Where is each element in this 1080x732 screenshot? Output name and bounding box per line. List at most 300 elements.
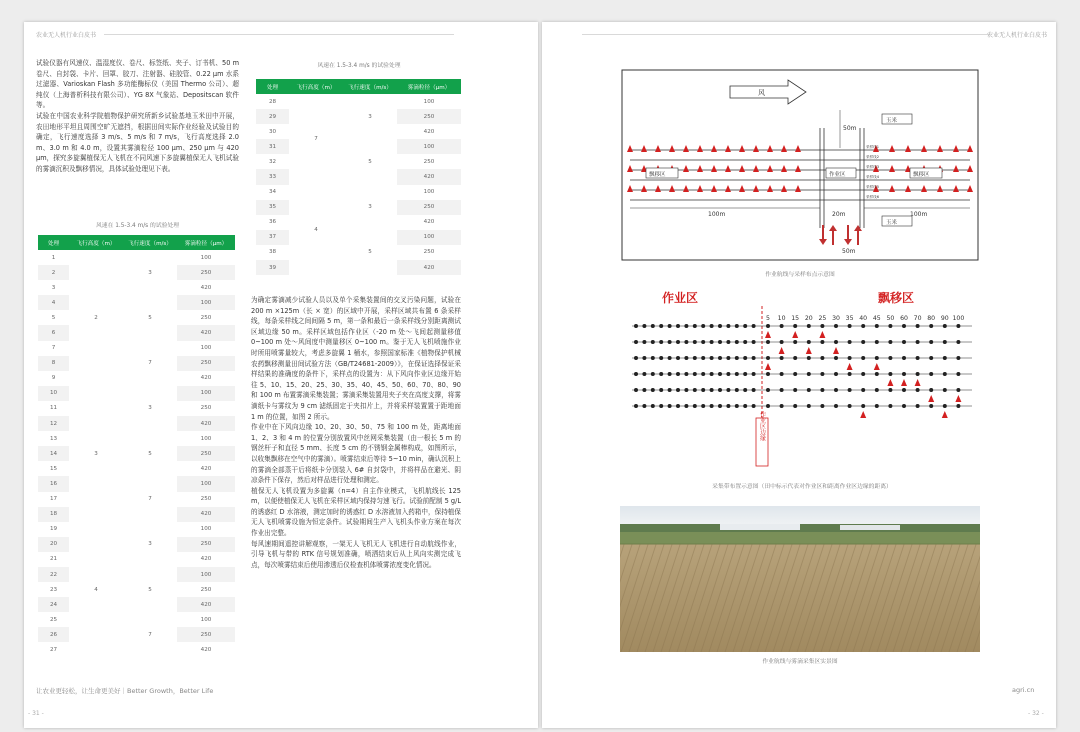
- work-dot: [752, 388, 756, 392]
- droplet-size: 420: [177, 416, 235, 431]
- droplet-size: 100: [200, 526, 212, 533]
- droplet-size: 420: [397, 260, 461, 275]
- footer-slogan: 让农业更轻松，让生命更美好｜Better Growth，Better Life: [36, 687, 214, 695]
- footer-site: agri.cn: [1012, 686, 1035, 694]
- treatment-table-continued: [256, 79, 461, 275]
- sample-dot: [848, 324, 852, 328]
- droplet-size: 420: [200, 556, 212, 563]
- droplet-size: 100: [397, 230, 461, 245]
- treatment-id: 10: [38, 386, 69, 401]
- distance-label: 20: [804, 315, 813, 322]
- sample-dot: [807, 324, 811, 328]
- droplet-size: 420: [200, 375, 212, 382]
- distance-label: 60: [900, 315, 908, 322]
- droplet-size: 100: [397, 139, 461, 154]
- sample-dot: [929, 388, 933, 392]
- sampler-marker: [779, 347, 785, 354]
- sample-dot: [807, 404, 811, 408]
- work-dot: [634, 324, 638, 328]
- flight-height: 4: [69, 522, 123, 658]
- work-dot: [710, 356, 714, 360]
- dim-top: 50m: [843, 125, 857, 132]
- sampler-marker: [887, 379, 893, 386]
- droplet-size: 250: [200, 405, 212, 412]
- table-header: 飞行速度（m/s）: [343, 79, 397, 94]
- sampler-marker: [860, 411, 866, 418]
- sample-dot: [902, 340, 906, 344]
- flight-height: 3: [69, 386, 123, 522]
- treatment-id: 9: [51, 375, 56, 382]
- flight-speed: 5: [343, 230, 397, 275]
- droplet-size: 250: [177, 537, 235, 552]
- droplet-size: 420: [177, 325, 235, 340]
- sampler-marker: [765, 363, 771, 370]
- paragraph: 植保无人飞机设置为多旋翼（n=4）自主作业模式，飞机航线长 125 m，以便使植保无人飞机在采样区域内保持匀速飞行。试验前配制 5 g/L 的诱惑红 D 水溶液，测定加时的诱惑红 D 水溶液加入药箱中，保持植保无人飞机喷雾设施为恒定条件。试验期间生产入飞机头作业方案在每次作业出完整。: [251, 486, 461, 538]
- flight-speed: 7: [123, 476, 177, 521]
- table-row: [38, 341, 235, 356]
- sample-dot: [861, 356, 865, 360]
- flight-speed: 3: [123, 522, 177, 567]
- work-dot: [651, 388, 655, 392]
- sample-dot: [820, 372, 824, 376]
- dim-right: 100m: [910, 211, 928, 218]
- sample-dot: [834, 324, 838, 328]
- sample-dot: [780, 372, 784, 376]
- work-dot: [676, 356, 680, 360]
- work-dot: [743, 404, 747, 408]
- work-dot: [693, 356, 697, 360]
- droplet-size: 420: [423, 219, 435, 226]
- droplet-size: 100: [177, 567, 235, 582]
- work-zone-title: 作业区: [662, 291, 699, 305]
- treatment-id: 39: [256, 260, 289, 275]
- sample-dot: [820, 324, 824, 328]
- sample-dot: [875, 324, 879, 328]
- table-row: [38, 476, 235, 491]
- sampler-marker: [819, 331, 825, 338]
- work-dot: [735, 324, 739, 328]
- distance-label: 40: [859, 315, 868, 322]
- sample-dot: [943, 388, 947, 392]
- work-dot: [752, 324, 756, 328]
- treatment-id: 14: [38, 446, 69, 461]
- sample-dot: [834, 340, 838, 344]
- droplet-size: 250: [397, 200, 461, 215]
- sample-dot: [875, 340, 879, 344]
- flight-speed: 5: [123, 567, 177, 612]
- treatment-id: 23: [49, 586, 58, 593]
- work-dot: [634, 356, 638, 360]
- work-dot: [743, 340, 747, 344]
- work-dot: [710, 388, 714, 392]
- work-dot: [710, 340, 714, 344]
- sampler-marker: [847, 363, 853, 370]
- sample-dot: [861, 388, 865, 392]
- work-dot: [676, 388, 680, 392]
- sample-dot: [902, 372, 906, 376]
- drift-label-2: 飘移区: [913, 172, 930, 178]
- sample-dot: [848, 388, 852, 392]
- work-dot: [693, 388, 697, 392]
- work-dot: [659, 324, 663, 328]
- table-header: 处理: [256, 79, 289, 94]
- flight-height: 4: [289, 185, 343, 276]
- paragraph: 试验在中国农业科学院植物保护研究所新乡试验基地玉米田中开展，农田地形平坦且周围空旷无遮挡，根据田间实际作业经验及试验目的确定，飞行速度选择 3 m/s、5 m/s 和 7 m/s，飞行高度选择 2.0 m、3.0 m 和 4.0 m，设置其雾滴粒径 100 μm、250 μm 与 420 μm，探究多旋翼植保无人飞机在不同风速下多旋翼植保无人飞机试验的雾滴沉积及飘移情况，具体试验处理见下表。: [36, 111, 239, 173]
- treatment-id: 32: [268, 158, 277, 165]
- flight-speed: 3: [343, 94, 397, 139]
- sample-dot: [780, 356, 784, 360]
- work-dot: [710, 324, 714, 328]
- sample-dot: [943, 324, 947, 328]
- paragraph: 每风速期间遥控讲解观察，一架无人飞机无人飞机进行自动航线作业，引导飞机与带的 RTK 信号规划准确，喷洒结束后从上风向实测完成飞点，每次喷雾结束后使用渗透后仪检查机体喷雾浓度变化情况。: [251, 539, 461, 569]
- flight-speed: 5: [343, 139, 397, 184]
- treatment-id: 29: [256, 109, 289, 124]
- work-dot: [693, 340, 697, 344]
- figure-caption: 作业航线与采样布点示意图: [765, 272, 835, 278]
- work-dot: [693, 324, 697, 328]
- work-dot: [651, 372, 655, 376]
- work-dot: [735, 356, 739, 360]
- work-dot: [642, 372, 646, 376]
- work-dot: [701, 404, 705, 408]
- sample-dot: [888, 404, 892, 408]
- sample-dot: [943, 340, 947, 344]
- work-dot: [634, 372, 638, 376]
- dim-left: 100m: [708, 211, 726, 218]
- work-dot: [668, 372, 672, 376]
- treatment-id: 17: [49, 496, 58, 503]
- work-dot: [701, 356, 705, 360]
- table-header: 雾滴粒径（μm）: [177, 235, 235, 250]
- flight-speed: 5: [123, 431, 177, 476]
- treatment-id: 15: [49, 465, 58, 472]
- work-dot: [642, 324, 646, 328]
- work-dot: [634, 404, 638, 408]
- table-row: [38, 431, 235, 446]
- sample-dot: [956, 372, 960, 376]
- treatment-id: 35: [256, 200, 289, 215]
- work-dot: [743, 324, 747, 328]
- treatment-id: 18: [38, 507, 69, 522]
- dim-center: 20m: [832, 211, 846, 218]
- droplet-size: 420: [177, 507, 235, 522]
- sampling-line-label: 采样线1: [866, 145, 880, 149]
- sampler-marker: [833, 347, 839, 354]
- work-dot: [718, 372, 722, 376]
- work-dot: [718, 356, 722, 360]
- work-dot: [651, 340, 655, 344]
- treatment-id: 8: [38, 356, 69, 371]
- sample-dot: [956, 388, 960, 392]
- treatment-id: 3: [51, 284, 56, 291]
- sampling-line-label: 采样线3: [866, 165, 880, 169]
- flight-speed: 3: [123, 386, 177, 431]
- work-dot: [684, 388, 688, 392]
- work-dot: [668, 404, 672, 408]
- sample-dot: [861, 324, 865, 328]
- header-rule: [582, 34, 990, 35]
- droplet-size: 420: [200, 465, 212, 472]
- table-row: [38, 250, 235, 265]
- distance-label: 30: [832, 315, 840, 322]
- table-header: 飞行高度（m）: [289, 79, 343, 94]
- sample-dot: [861, 404, 865, 408]
- sample-dot: [820, 404, 824, 408]
- corn-label-2: 玉米: [886, 220, 898, 226]
- sample-dot: [943, 404, 947, 408]
- droplet-size: 250: [397, 109, 461, 124]
- work-dot: [726, 388, 730, 392]
- treatment-id: 26: [38, 627, 69, 642]
- sample-dot: [848, 404, 852, 408]
- work-dot: [659, 372, 663, 376]
- treatment-id: 19: [49, 526, 58, 533]
- work-dot: [726, 340, 730, 344]
- work-dot: [743, 356, 747, 360]
- corn-label: 玉米: [886, 118, 898, 124]
- distance-label: 100: [952, 315, 965, 322]
- table-header: 雾滴粒径（μm）: [397, 79, 461, 94]
- right-page: [542, 22, 1056, 728]
- work-dot: [693, 404, 697, 408]
- page-number: - 31 -: [28, 710, 44, 717]
- droplet-size: 100: [423, 98, 435, 105]
- sample-dot: [807, 356, 811, 360]
- treatment-id: 11: [49, 405, 58, 412]
- droplet-size: 100: [177, 386, 235, 401]
- work-dot: [668, 324, 672, 328]
- sample-dot: [888, 324, 892, 328]
- flight-height: 7: [289, 94, 343, 185]
- distance-label: 90: [940, 315, 949, 322]
- distance-label: 5: [766, 315, 770, 322]
- sample-dot: [916, 388, 920, 392]
- work-dot: [701, 372, 705, 376]
- sample-dot: [766, 356, 770, 360]
- body-text: [251, 295, 461, 570]
- sampler-marker: [942, 411, 948, 418]
- work-dot: [642, 404, 646, 408]
- flight-speed: 5: [123, 295, 177, 340]
- table-row: [256, 139, 461, 154]
- treatment-id: 34: [268, 189, 277, 196]
- work-dot: [642, 388, 646, 392]
- sampler-marker: [806, 347, 812, 354]
- work-dot: [651, 324, 655, 328]
- sample-dot: [848, 356, 852, 360]
- sampling-line-label: 采样线5: [866, 185, 880, 189]
- sampler-marker: [928, 395, 934, 402]
- sample-dot: [916, 404, 920, 408]
- sample-dot: [807, 388, 811, 392]
- sample-dot: [875, 404, 879, 408]
- droplet-size: 420: [423, 128, 435, 135]
- work-dot: [718, 340, 722, 344]
- treatment-id: 21: [49, 556, 58, 563]
- sample-dot: [943, 372, 947, 376]
- work-dot: [701, 324, 705, 328]
- sample-dot: [766, 340, 770, 344]
- distance-label: 50: [886, 315, 895, 322]
- sample-dot: [929, 404, 933, 408]
- treatment-id: 27: [49, 646, 58, 653]
- work-dot: [634, 340, 638, 344]
- work-dot: [676, 404, 680, 408]
- droplet-size: 420: [200, 284, 212, 291]
- sampler-marker: [792, 331, 798, 338]
- sample-dot: [807, 372, 811, 376]
- sample-dot: [793, 404, 797, 408]
- sample-dot: [766, 388, 770, 392]
- work-dot: [701, 340, 705, 344]
- droplet-size: 100: [423, 189, 435, 196]
- sample-dot: [888, 372, 892, 376]
- sample-dot: [780, 340, 784, 344]
- sample-dot: [916, 340, 920, 344]
- paragraph: 作业中在下风向边缘 10、20、30、50、75 和 100 m 处，距离地面 1、2、3 和 4 m 的位置分别放置风中丝网采集装置（由一根长 5 m 的钢丝杆子和直径 5 mm、长度 5 cm 的不锈钢金属棒构成，如图所示，以收集飘移在空气中的雾滴）。喷雾结束后等待 5~10 min，确认沉积上的雾滴全部蒸干后将纸卡分别装入 6# 自封袋中，并将样品在避光、阴凉条件下保存，然后对样品进行处理和测定。: [251, 423, 461, 485]
- treatment-id: 1: [51, 254, 56, 261]
- work-dot: [726, 324, 730, 328]
- work-dot: [659, 340, 663, 344]
- work-dot: [718, 324, 722, 328]
- work-dot: [659, 356, 663, 360]
- flight-speed: 3: [123, 250, 177, 295]
- sample-dot: [820, 356, 824, 360]
- edge-label: 作业区边缘: [758, 411, 766, 441]
- treatment-id: 28: [268, 98, 277, 105]
- sample-dot: [793, 356, 797, 360]
- distance-label: 35: [845, 315, 854, 322]
- dim-bottom: 50m: [842, 248, 856, 255]
- treatment-id: 25: [49, 616, 58, 623]
- droplet-size: 250: [200, 314, 212, 321]
- treatment-id: 22: [38, 567, 69, 582]
- droplet-size: 420: [177, 597, 235, 612]
- sample-dot: [916, 372, 920, 376]
- work-dot: [735, 404, 739, 408]
- sample-dot: [888, 356, 892, 360]
- work-dot: [718, 388, 722, 392]
- treatment-id: 33: [256, 169, 289, 184]
- droplet-size: 100: [200, 435, 212, 442]
- sample-dot: [834, 372, 838, 376]
- sample-dot: [902, 404, 906, 408]
- sample-dot: [780, 388, 784, 392]
- sample-dot: [916, 324, 920, 328]
- treatment-id: 16: [38, 476, 69, 491]
- droplet-size: 100: [200, 345, 212, 352]
- work-dot: [684, 340, 688, 344]
- table-header: 飞行高度（m）: [69, 235, 123, 250]
- header-rule: [104, 34, 454, 35]
- work-dot: [752, 356, 756, 360]
- sample-dot: [956, 356, 960, 360]
- work-dot: [726, 372, 730, 376]
- sample-dot: [766, 372, 770, 376]
- treatment-id: 7: [51, 345, 56, 352]
- paragraph: 试验仪器有风速仪、温湿度仪、卷尺、标签纸、夹子、订书机、50 m 卷尺、自封袋、卡片、回罩、胶刀、注射器、硅胶管、0.22 μm 水系过滤器、Varioskan Flash 多功能酶标仪（美国 Thermo 公司）、超纯仪（上海普析科技有限公司）、YG 8X 气象站、Depositscan 软件等。: [36, 59, 239, 110]
- sample-dot: [820, 340, 824, 344]
- sample-dot: [875, 388, 879, 392]
- droplet-size: 250: [423, 249, 435, 256]
- table-row: [38, 567, 235, 582]
- work-dot: [752, 340, 756, 344]
- work-dot: [659, 404, 663, 408]
- sample-dot: [929, 340, 933, 344]
- sample-dot: [793, 324, 797, 328]
- droplet-size: 420: [397, 169, 461, 184]
- sampler-marker: [915, 379, 921, 386]
- sample-dot: [793, 372, 797, 376]
- sample-dot: [929, 356, 933, 360]
- flight-speed: 3: [343, 185, 397, 230]
- treatment-id: 31: [256, 139, 289, 154]
- work-dot: [668, 340, 672, 344]
- flight-speed: 7: [123, 612, 177, 657]
- droplet-size: 100: [177, 295, 235, 310]
- droplet-size: 100: [177, 476, 235, 491]
- work-dot: [701, 388, 705, 392]
- figure-caption: 采集带布置示意图（田中标示代表对作业区和距离作业区边缘的距离）: [712, 484, 892, 490]
- sample-dot: [929, 372, 933, 376]
- work-dot: [726, 404, 730, 408]
- work-dot: [659, 388, 663, 392]
- sample-dot: [861, 340, 865, 344]
- droplet-size: 250: [177, 627, 235, 642]
- treatment-id: 6: [38, 325, 69, 340]
- work-dot: [684, 372, 688, 376]
- sample-dot: [834, 388, 838, 392]
- work-label: 作业区: [829, 172, 846, 178]
- sample-dot: [875, 372, 879, 376]
- flight-height: 2: [69, 250, 123, 386]
- distance-label: 10: [777, 315, 786, 322]
- distance-label: 25: [818, 315, 827, 322]
- work-dot: [752, 372, 756, 376]
- paragraph: 为确定雾滴减少试验人员以及单个采集装置间的交叉污染问题，试验在 200 m ×125m（长 × 宽）的区域中开展，采样区域共布置 6 条采样线，每条采样线之间间隔 5 m，第一条和最后一条采样线分别距离测试区域边缘 50 m。采样区域包括作业区（-20 m 处～飞间起测量移值 0~100 m 处～风间度中测量移区 0~100 m。鉴于无人飞机喷施作业时所用喷雾量较大，考虑多旋翼 1 桶水，参照国家标准《植物保护机械 农药飘移测量田间试验方法（GB/T24681-2009）》，在保证选择保证采样结果的准确度的条件下，采样点的设置为：从下风向作业区边缘开始往 5、10、15、20、25、30、35、40、45、50、60、70、80、90 和 100 m 布置雾滴采集装置；雾滴采集装置用夹子夹在高度支撑，将雾滴纸卡与雾纹为 9 cm 滤纸固定于夹扣片上，并将采样装置置于距地面 1 m 的位置，如图 2 所示。: [251, 296, 461, 421]
- droplet-size: 250: [423, 158, 435, 165]
- droplet-size: 250: [177, 356, 235, 371]
- work-dot: [735, 388, 739, 392]
- table-row: [38, 612, 235, 627]
- treatment-table: [38, 235, 235, 658]
- sample-dot: [780, 324, 784, 328]
- sample-dot: [848, 372, 852, 376]
- treatment-id: 2: [38, 265, 69, 280]
- sample-dot: [834, 404, 838, 408]
- table-row: [38, 386, 235, 401]
- work-dot: [651, 356, 655, 360]
- photo-caption: 作业航线与雾滴采集区实景图: [762, 659, 838, 665]
- sample-dot: [956, 340, 960, 344]
- sample-dot: [929, 324, 933, 328]
- table-row: [256, 94, 461, 109]
- sample-dot: [943, 356, 947, 360]
- table-header: 处理: [38, 235, 69, 250]
- droplet-size: 250: [177, 446, 235, 461]
- work-dot: [684, 324, 688, 328]
- work-dot: [634, 388, 638, 392]
- treatment-id: 37: [256, 230, 289, 245]
- droplet-size: 100: [200, 254, 212, 261]
- treatment-id: 13: [49, 435, 58, 442]
- sampling-line-label: 采样线6: [866, 195, 880, 199]
- work-dot: [642, 340, 646, 344]
- drift-zone-title: 飘移区: [878, 291, 915, 305]
- droplet-size: 250: [200, 496, 212, 503]
- table-caption: 风速在 1.5-3.4 m/s 的试验处理: [317, 63, 401, 69]
- field-photo: [620, 506, 980, 652]
